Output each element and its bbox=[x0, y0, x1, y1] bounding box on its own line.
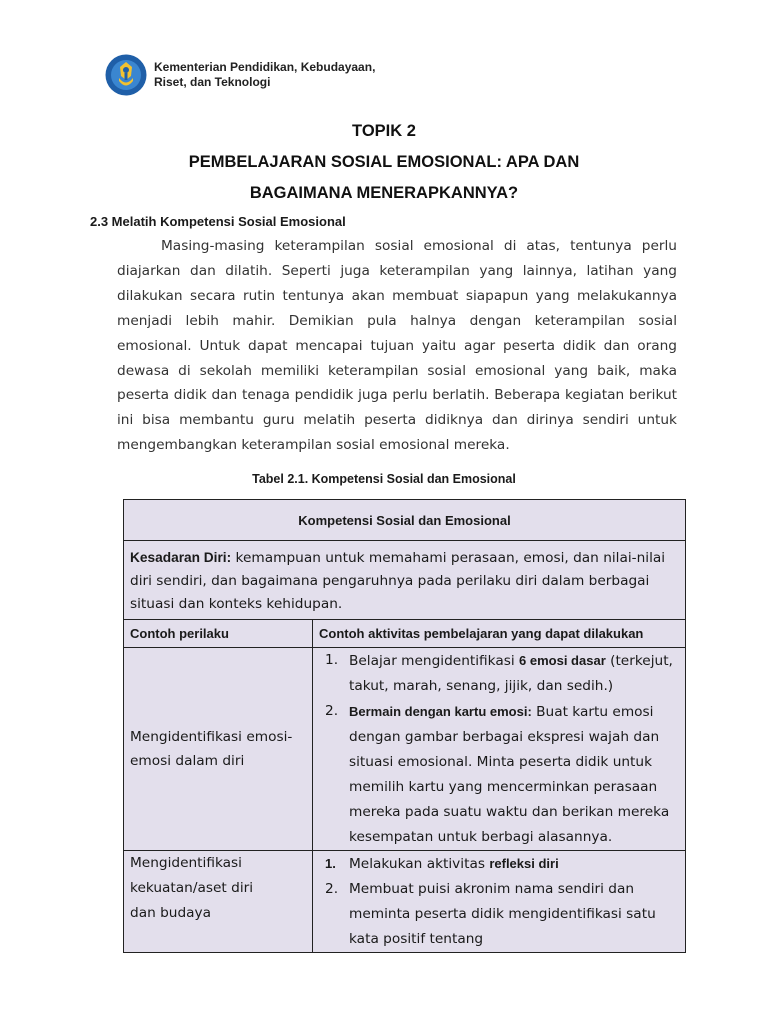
item-number: 1. bbox=[325, 856, 336, 871]
tut-wuri-handayani-logo-icon bbox=[105, 54, 147, 96]
item-text-pre: Membuat puisi akronim nama sendiri dan meminta peserta didik mengidentifikasi satu kata positif tentang bbox=[349, 881, 656, 947]
item-text-post: Buat kartu emosi dengan gambar berbagai ekspresi wajah dan situasi emosional. Minta peserta didik untuk memilih kartu yang mencerminkan perasaan mereka pada suatu waktu dan berikan mereka kesempatan untuk berbagi alasannya. bbox=[349, 704, 670, 845]
item-text-bold: refleksi diri bbox=[489, 856, 559, 871]
column-header-behavior: Contoh perilaku bbox=[124, 620, 313, 648]
list-item bbox=[319, 877, 679, 952]
activity-list bbox=[319, 851, 679, 952]
table-row bbox=[124, 648, 686, 851]
item-text-pre: Melakukan aktivitas bbox=[349, 856, 490, 872]
ministry-line-1: Kementerian Pendidikan, Kebudayaan, bbox=[154, 60, 376, 74]
table-header: Kompetensi Sosial dan Emosional bbox=[124, 500, 686, 541]
topic-label: TOPIK 2 bbox=[352, 122, 416, 140]
activity-cell bbox=[313, 648, 686, 851]
kesadaran-diri-label: Kesadaran Diri: bbox=[130, 550, 232, 565]
item-text-bold: 6 emosi dasar bbox=[519, 653, 606, 668]
table-caption: Tabel 2.1. Kompetensi Sosial dan Emosional bbox=[252, 472, 516, 486]
document-title bbox=[0, 118, 768, 211]
item-number: 2. bbox=[325, 881, 339, 897]
ministry-line-2: Riset, dan Teknologi bbox=[154, 75, 271, 89]
title-line-2: BAGAIMANA MENERAPKANNYA? bbox=[249, 184, 519, 202]
behavior-cell bbox=[124, 851, 313, 953]
section-heading: 2.3 Melatih Kompetensi Sosial Emosional bbox=[90, 214, 346, 229]
kesadaran-diri-definition bbox=[124, 541, 686, 620]
table-row bbox=[124, 851, 686, 953]
behavior-line: dan budaya bbox=[130, 905, 212, 921]
list-item bbox=[319, 851, 679, 877]
behavior-line: kekuatan/aset diri bbox=[130, 880, 254, 896]
item-text-post: (terkejut, takut, marah, senang, jijik, dan sedih.) bbox=[349, 653, 673, 694]
behavior-line: Mengidentifikasi bbox=[130, 855, 242, 871]
activity-cell bbox=[313, 851, 686, 953]
ministry-name bbox=[154, 60, 375, 90]
column-header-activity: Contoh aktivitas pembelajaran yang dapat dilakukan bbox=[313, 620, 686, 648]
item-number: 1. bbox=[325, 652, 339, 668]
item-number: 2. bbox=[325, 703, 339, 719]
competency-table bbox=[123, 499, 686, 953]
behavior-cell: Mengidentifikasi emosi-emosi dalam diri bbox=[124, 648, 313, 851]
activity-list bbox=[319, 648, 679, 850]
item-text-pre: Belajar mengidentifikasi bbox=[349, 653, 520, 669]
body-paragraph: Masing-masing keterampilan sosial emosional di atas, tentunya perlu diajarkan dan dilatih. Seperti juga keterampilan yang lainnya, latihan yang dilakukan secara rutin tentunya akan membuat siapapun yang melakukannya menjadi lebih mahir. Demikian pula halnya dengan keterampilan sosial emosional. Untuk dapat mencapai tujuan yaitu agar peserta didik dan orang dewasa di sekolah memiliki keterampilan sosial emosional yang baik, maka peserta didik dan tenaga pendidik juga perlu berlatih. Beberapa kegiatan berikut ini bisa membantu guru melatih peserta didiknya dan dirinya sendiri untuk mengembangkan keterampilan sosial emosional mereka. bbox=[117, 238, 677, 454]
list-item bbox=[319, 648, 679, 699]
title-line-1: PEMBELAJARAN SOSIAL EMOSIONAL: APA DAN bbox=[188, 153, 580, 171]
page-header bbox=[105, 54, 375, 96]
item-text-bold: Bermain dengan kartu emosi: bbox=[349, 704, 532, 719]
kesadaran-diri-text: kemampuan untuk memahami perasaan, emosi, dan nilai-nilai diri sendiri, dan bagaimana pengaruhnya pada perilaku diri dalam berbagai situasi dan konteks kehidupan. bbox=[130, 550, 666, 612]
list-item bbox=[319, 699, 679, 850]
